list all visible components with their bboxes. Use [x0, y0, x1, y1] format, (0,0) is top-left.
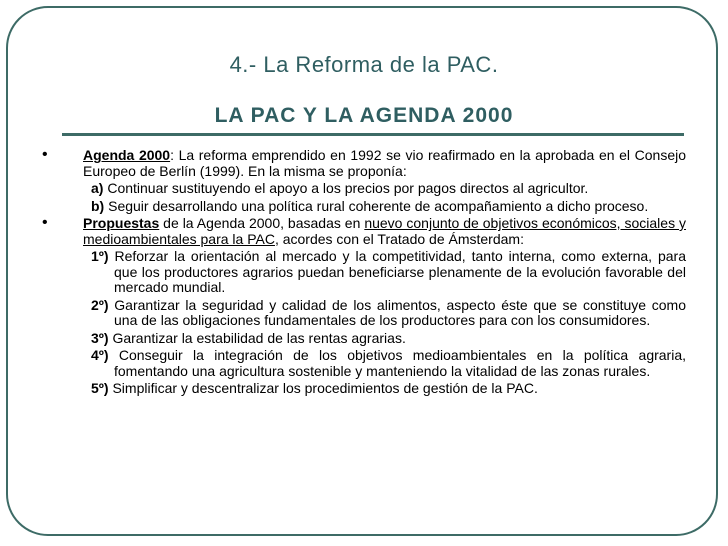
- slide-title: 4.- La Reforma de la PAC.: [229, 52, 499, 77]
- subitem: [40, 381, 686, 397]
- subitem-text: Seguir desarrollando una política rural coherente de acompañamiento a dicho proceso.: [104, 197, 649, 214]
- bullet-text: : La reforma emprendido en 1992 se vio reafirmado en la aprobada en el Consejo Europeo de Berlín (1999). En la misma se proponía:: [83, 147, 687, 179]
- objectives-link[interactable]: nuevo conjunto de objetivos económicos, sociales y medioambientales para la PAC: [83, 215, 686, 247]
- subitem-text: Simplificar y descentralizar los procedimientos de gestión de la PAC.: [108, 380, 538, 396]
- subitem-label: 5º): [91, 380, 109, 396]
- bullet-item-agenda: [40, 148, 686, 179]
- subitem-label: 2º): [91, 296, 109, 313]
- slide-subtitle: LA PAC Y LA AGENDA 2000: [214, 104, 514, 127]
- subitem-text: Continuar sustituyendo el apoyo a los precios por pagos directos al agricultor.: [103, 180, 589, 196]
- bullet-lead: Propuestas: [83, 215, 160, 231]
- subitem: [40, 298, 686, 329]
- subitem-text: Garantizar la estabilidad de las rentas agrarias.: [108, 329, 406, 346]
- bullet-icon: •: [42, 214, 48, 231]
- bullet-item-propuestas: [40, 216, 686, 247]
- subitem-label: b): [91, 197, 105, 214]
- subitem: [40, 348, 686, 379]
- bullet-text: , acordes con el Tratado de Ámsterdam:: [274, 230, 524, 247]
- subitem: [40, 331, 686, 347]
- subitem: [40, 181, 686, 197]
- slide-content: [40, 148, 686, 397]
- subitem-label: a): [91, 180, 104, 196]
- subitem-text: Conseguir la integración de los objetivos medioambientales en la política agraria, fomentando una agricultura sostenible y manteniendo la vitalidad de las zonas rurales.: [108, 347, 686, 379]
- subitem-text: Reforzar la orientación al mercado y la competitividad, tanto interna, como externa, para que los productores agrarios puedan beneficiarse plenamente de la evolución favorable del mercado mundial.: [108, 248, 686, 295]
- subitem-label: 4º): [91, 347, 109, 363]
- subitem: [40, 249, 686, 296]
- bullet-text: de la Agenda 2000, basadas en: [159, 215, 365, 231]
- bullet-icon: •: [42, 146, 48, 163]
- subitem: [40, 199, 686, 215]
- subitem-label: 1º): [91, 248, 109, 264]
- bullet-lead: Agenda 2000: [83, 147, 171, 163]
- title-divider: [62, 133, 684, 136]
- subitem-text: Garantizar la seguridad y calidad de los alimentos, aspecto éste que se constituye como una de las obligaciones fundamentales de los productores para con los consumidores.: [108, 296, 686, 328]
- subitem-label: 3º): [91, 329, 109, 346]
